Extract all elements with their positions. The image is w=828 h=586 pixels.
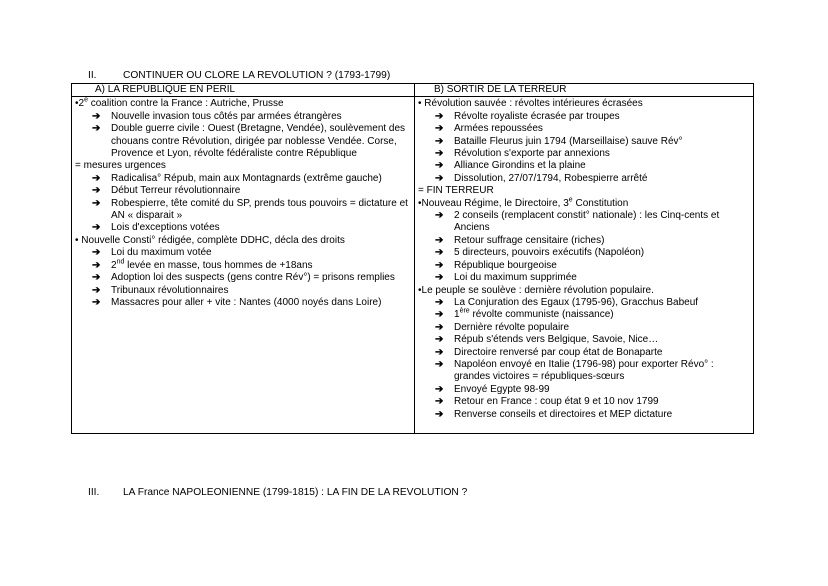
table-body-row xyxy=(72,97,754,434)
arrow-icon: ➔ xyxy=(92,296,101,308)
list-item: ➔ 2nd levée en masse, tous hommes de +18ans xyxy=(92,258,313,271)
list-item: ➔ Début Terreur révolutionnaire xyxy=(92,185,241,197)
arrow-icon: ➔ xyxy=(435,160,444,172)
arrow-icon: ➔ xyxy=(435,334,444,346)
arrow-icon: ➔ xyxy=(435,383,444,395)
arrow-icon: ➔ xyxy=(92,123,101,135)
arrow-icon: ➔ xyxy=(435,358,444,370)
list-item: ➔ Robespierre, tête comité du SP, prends tous pouvoirs = dictature et AN « disparait » xyxy=(92,197,408,222)
list-item: ➔ République bourgeoise xyxy=(435,259,557,271)
list-heading: • Révolution sauvée : révoltes intérieures écrasées xyxy=(418,98,643,110)
section-3-heading xyxy=(88,487,467,498)
list-item: ➔ Révolution s'exporte par annexions xyxy=(435,148,610,160)
list-heading: •Nouveau Régime, le Directoire, 3e Constitution xyxy=(418,196,629,209)
list-heading: •Le peuple se soulève : dernière révolution populaire. xyxy=(418,284,654,296)
col-a-letter: A) xyxy=(95,84,105,95)
arrow-icon: ➔ xyxy=(92,185,101,197)
list-item: ➔ Massacres pour aller + vite : Nantes (4000 noyés dans Loire) xyxy=(92,296,382,308)
list-item: ➔ Bataille Fleurus juin 1794 (Marseillaise) sauve Rév° xyxy=(435,135,683,147)
arrow-icon: ➔ xyxy=(435,346,444,358)
col-b-header xyxy=(415,84,754,97)
list-item: ➔ 2 conseils (remplacent constit° nationale) : les Cinq-cents et Anciens xyxy=(435,210,720,234)
list-item: ➔ Répub s'étends vers Belgique, Savoie, Nice… xyxy=(435,334,659,346)
list-item: ➔ Armées repoussées xyxy=(435,123,543,135)
list-item: ➔ Alliance Girondins et la plaine xyxy=(435,160,586,172)
arrow-icon: ➔ xyxy=(92,272,101,284)
arrow-icon: ➔ xyxy=(92,110,101,122)
list-item: ➔ 1ère révolte communiste (naissance) xyxy=(435,307,614,321)
section-3-number: III. xyxy=(88,487,100,498)
section-3-title: LA France NAPOLEONIENNE (1799-1815) : LA FIN DE LA REVOLUTION ? xyxy=(123,487,468,498)
list-item: ➔ Double guerre civile : Ouest (Bretagne, Vendée), soulèvement des chouans contre Révolution, dirigée par noblesse Vendée. Corse, Provence et Lyon, révolte fédéraliste contre République xyxy=(92,123,406,160)
section-2-title: CONTINUER OU CLORE LA REVOLUTION ? (1793-1799) xyxy=(123,70,391,81)
arrow-icon: ➔ xyxy=(435,234,444,246)
revolution-table xyxy=(71,83,754,434)
arrow-icon: ➔ xyxy=(435,396,444,408)
arrow-icon: ➔ xyxy=(435,148,444,160)
list-item: ➔ Adoption loi des suspects (gens contre Rév°) = prisons remplies xyxy=(92,272,395,284)
section-2-number: II. xyxy=(88,70,97,81)
arrow-icon: ➔ xyxy=(435,247,444,259)
arrow-icon: ➔ xyxy=(92,284,101,296)
arrow-icon: ➔ xyxy=(435,110,444,122)
col-b-letter: B) xyxy=(434,84,444,95)
table-header-row xyxy=(72,84,754,97)
list-item: ➔ La Conjuration des Egaux (1795-96), Gracchus Babeuf xyxy=(435,296,699,308)
list-item: ➔ Dernière révolte populaire xyxy=(435,321,570,333)
list-item: ➔ Renverse conseils et directoires et MEP dictature xyxy=(435,408,673,420)
arrow-icon: ➔ xyxy=(435,259,444,271)
list-item: ➔ Dissolution, 27/07/1794, Robespierre arrêté xyxy=(435,172,648,184)
arrow-icon: ➔ xyxy=(92,197,101,209)
arrow-icon: ➔ xyxy=(92,259,101,271)
list-item: ➔ Envoyé Egypte 98-99 xyxy=(435,383,550,395)
arrow-icon: ➔ xyxy=(435,408,444,420)
arrow-icon: ➔ xyxy=(92,222,101,234)
section-2-heading xyxy=(88,70,390,81)
col-b-title: SORTIR DE LA TERREUR xyxy=(446,84,567,95)
arrow-icon: ➔ xyxy=(435,321,444,333)
list-item: ➔ Nouvelle invasion tous côtés par armées étrangères xyxy=(92,110,342,122)
arrow-icon: ➔ xyxy=(435,309,444,321)
col-b-content xyxy=(415,97,754,434)
col-a-header xyxy=(72,84,415,97)
list-heading: = mesures urgences xyxy=(75,160,166,172)
arrow-icon: ➔ xyxy=(435,123,444,135)
list-heading: • Nouvelle Consti° rédigée, complète DDHC, décla des droits xyxy=(75,234,345,246)
list-item: ➔ Tribunaux révolutionnaires xyxy=(92,284,229,296)
list-heading: •2e coalition contre la France : Autriche, Prusse xyxy=(75,97,284,110)
arrow-icon: ➔ xyxy=(435,135,444,147)
list-item: ➔ Lois d'exceptions votées xyxy=(92,222,220,234)
list-item: ➔ Loi du maximum votée xyxy=(92,247,212,259)
arrow-icon: ➔ xyxy=(435,296,444,308)
col-a-title: LA REPUBLIQUE EN PERIL xyxy=(107,84,236,95)
arrow-icon: ➔ xyxy=(435,172,444,184)
list-item: ➔ Napoléon envoyé en Italie (1796-98) pour exporter Révo° : grandes victoires = républiques-sœurs xyxy=(435,358,714,383)
arrow-icon: ➔ xyxy=(435,210,444,222)
arrow-icon: ➔ xyxy=(92,247,101,259)
list-item: ➔ Radicalisa° Répub, main aux Montagnards (extrême gauche) xyxy=(92,172,382,184)
list-heading: = FIN TERREUR xyxy=(418,185,494,197)
list-item: ➔ Directoire renversé par coup état de Bonaparte xyxy=(435,346,663,358)
list-item: ➔ 5 directeurs, pouvoirs exécutifs (Napoléon) xyxy=(435,247,645,259)
arrow-icon: ➔ xyxy=(92,172,101,184)
arrow-icon: ➔ xyxy=(435,272,444,284)
list-item: ➔ Retour en France : coup état 9 et 10 nov 1799 xyxy=(435,396,659,408)
list-item: ➔ Loi du maximum supprimée xyxy=(435,272,577,284)
col-a-content xyxy=(72,97,415,434)
list-item: ➔ Retour suffrage censitaire (riches) xyxy=(435,234,605,246)
list-item: ➔ Révolte royaliste écrasée par troupes xyxy=(435,110,620,122)
